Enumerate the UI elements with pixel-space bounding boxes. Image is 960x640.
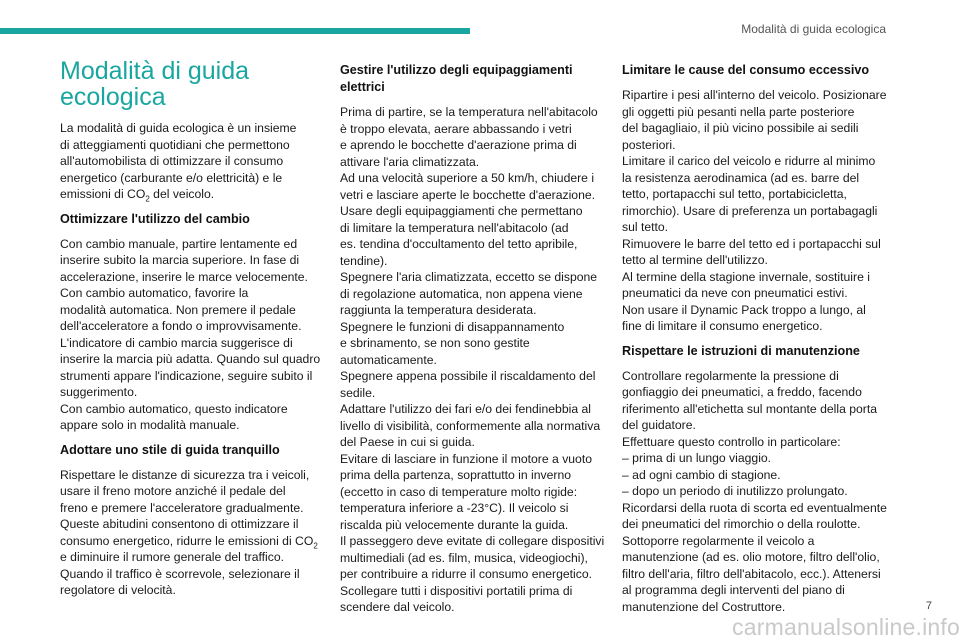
text-line: freno e premere l'acceleratore gradualmente. xyxy=(60,500,304,515)
text-line: Prima di partire, se la temperatura nell'abitacolo xyxy=(340,105,598,119)
list-item: – prima di un lungo viaggio. xyxy=(622,450,894,467)
section-heading-maintenance: Rispettare le istruzioni di manutenzione xyxy=(622,343,860,358)
text-line: all'automobilista di ottimizzare il consumo xyxy=(60,154,284,168)
text-line: dell'acceleratore a fondo o improvvisamente. xyxy=(60,319,302,333)
text-line: tetto, portapacchi sul tetto, portabicicletta, xyxy=(622,187,847,201)
text-line: energetico (carburante e/o elettricità) e le xyxy=(60,170,283,185)
column-2 xyxy=(340,62,606,624)
text-line: Spegnere appena possibile il riscaldamento del xyxy=(340,369,596,383)
text-line: inserire subito la marcia superiore. In fase di xyxy=(60,253,300,267)
text-line: manutenzione (ad es. olio motore, filtro dell'olio, xyxy=(622,550,880,564)
text-line: (eccetto in caso di temperature molto rigide: xyxy=(340,484,578,499)
text-line: pneumatici da neve con pneumatici estivi. xyxy=(622,286,848,300)
text-line: Quando il traffico è scorrevole, selezionare il xyxy=(60,566,300,581)
section-heading-driving-style: Adottare uno stile di guida tranquillo xyxy=(60,442,280,457)
section-heading-electrical-equipment: Gestire l'utilizzo degli equipaggiamenti elettrici xyxy=(340,63,573,94)
text-line: emissioni di $CO_2$ del veicolo. xyxy=(60,187,215,204)
driving-style-paragraph xyxy=(60,467,322,599)
text-line: tetto al termine dell'utilizzo. xyxy=(622,253,768,267)
text-line: dei pneumatici del rimorchio o della roulotte. xyxy=(622,517,861,531)
section-heading-excess-consumption: Limitare le cause del consumo eccessivo xyxy=(622,63,870,77)
text-line: Rimuovere le barre del tetto ed i portapacchi sul xyxy=(622,236,881,251)
text-line: rimorchio). Usare di preferenza un portabagagli xyxy=(622,203,878,218)
text-line: Rispettare le distanze di sicurezza tra i veicoli, xyxy=(60,467,310,482)
text-line: Con cambio manuale, partire lentamente ed xyxy=(60,236,298,251)
text-line: e aprendo le bocchette d'aerazione prima di xyxy=(340,138,577,152)
text-line: la resistenza aerodinamica (ad es. barre del xyxy=(622,170,860,185)
running-header: Modalità di guida ecologica xyxy=(741,22,886,36)
text-line: tendine). xyxy=(340,253,388,268)
text-line: è troppo elevata, aerare abbassando i vetri xyxy=(340,121,572,136)
text-line: modalità automatica. Non premere il pedale xyxy=(60,302,296,317)
text-line: consumo energetico, ridurre le emissioni di $CO_2$ xyxy=(60,533,318,550)
text-line: riferimento all'etichetta sul montante della porta xyxy=(622,401,878,416)
text-line: fine di limitare il consumo energetico. xyxy=(622,319,823,333)
text-line: Con cambio automatico, questo indicatore xyxy=(60,401,288,416)
list-item: – dopo un periodo di inutilizzo prolungato. xyxy=(622,483,894,500)
page-number: 7 xyxy=(925,600,932,612)
column-1 xyxy=(60,58,322,607)
maintenance-paragraph xyxy=(622,368,894,616)
text-line: al programma degli interventi del piano di xyxy=(622,583,845,597)
text-line: suggerimento. xyxy=(60,385,138,399)
text-line: attivare l'aria climatizzata. xyxy=(340,154,480,169)
gearbox-paragraph xyxy=(60,236,322,434)
text-line: manutenzione del Costruttore. xyxy=(622,599,786,614)
intro-paragraph xyxy=(60,120,322,203)
text-line: appare solo in modalità manuale. xyxy=(60,418,240,432)
text-line: del guidatore. xyxy=(622,418,696,432)
text-line: es. tendina d'occultamento del tetto apribile, xyxy=(340,237,578,251)
text-line: La modalità di guida ecologica è un insieme xyxy=(60,121,297,135)
text-line: di regolazione automatica, non appena viene xyxy=(340,286,583,301)
text-line: Non usare il Dynamic Pack troppo a lungo, al xyxy=(622,302,866,317)
excess-consumption-paragraph xyxy=(622,87,894,335)
text-line: Evitare di lasciare in funzione il motore a vuoto xyxy=(340,451,593,466)
text-line: inserire la marcia più adatta. Quando sul quadro xyxy=(60,352,321,366)
text-line: Spegnere l'aria climatizzata, eccetto se dispone xyxy=(340,270,598,284)
text-line: posteriori. xyxy=(622,137,676,152)
text-line: Ricordarsi della ruota di scorta ed eventualmente xyxy=(622,500,887,515)
maintenance-checklist xyxy=(622,450,894,500)
text-line: e diminuire il rumore generale del traffico. xyxy=(60,550,284,564)
text-line: e sbrinamento, se non sono gestite xyxy=(340,336,530,350)
text-line: Ripartire i pesi all'interno del veicolo. Posizionare xyxy=(622,88,887,102)
text-line: Al termine della stagione invernale, sostituire i xyxy=(622,269,870,284)
text-line: temperatura inferiore a -23°C). Il veicolo si xyxy=(340,501,569,515)
text-line: Scollegare tutti i dispositivi portatili prima di xyxy=(340,583,573,598)
text-line: Usare degli equipaggiamenti che permettano xyxy=(340,204,583,218)
text-line: di limitare la temperatura nell'abitacolo (ad xyxy=(340,220,569,235)
text-line: multimediali (ad es. film, musica, videogiochi), xyxy=(340,550,588,565)
text-line: L'indicatore di cambio marcia suggerisce di xyxy=(60,335,293,350)
text-line: raggiunta la temperatura desiderata. xyxy=(340,303,537,317)
list-item: – ad ogni cambio di stagione. xyxy=(622,467,894,484)
text-line: strumenti appare l'indicazione, seguire subito il xyxy=(60,368,313,383)
text-line: scendere dal veicolo. xyxy=(340,600,455,614)
text-line: per contribuire a ridurre il consumo energetico. xyxy=(340,567,592,581)
text-line: Spegnere le funzioni di disappannamento xyxy=(340,319,565,334)
text-line: vetri e lasciare aperte le bocchette d'aerazione. xyxy=(340,187,596,202)
text-line: Limitare il carico del veicolo e ridurre al minimo xyxy=(622,154,876,168)
section-heading-gearbox: Ottimizzare l'utilizzo del cambio xyxy=(60,211,250,226)
text-line: di atteggiamenti quotidiani che permettono xyxy=(60,137,290,152)
text-line: Controllare regolarmente la pressione di xyxy=(622,368,839,383)
text-line: accelerazione, inserire le marce velocemente. xyxy=(60,269,308,284)
text-line: prima della partenza, soprattutto in inverno xyxy=(340,468,572,482)
text-line: Con cambio automatico, favorire la xyxy=(60,286,249,300)
text-line: sedile. xyxy=(340,385,376,400)
text-line: Effettuare questo controllo in particolare: xyxy=(622,434,841,449)
text-line: sul tetto. xyxy=(622,220,669,234)
text-line: automaticamente. xyxy=(340,352,437,367)
text-line: usare il freno motore anziché il pedale del xyxy=(60,484,286,498)
header-accent-bar xyxy=(0,28,470,34)
text-line: del Paese in cui si guida. xyxy=(340,435,475,449)
watermark: carmanualsonline.info xyxy=(732,614,960,640)
text-line: livello di visibilità, conformemente alla normativa xyxy=(340,418,601,433)
text-line: del bagagliaio, il più vicino possibile ai sedili xyxy=(622,121,859,135)
text-line: Ad una velocità superiore a 50 km/h, chiudere i xyxy=(340,171,595,185)
text-line: Il passeggero deve evitate di collegare dispositivi xyxy=(340,534,605,548)
text-line: gonfiaggio dei pneumatici, a freddo, facendo xyxy=(622,385,862,399)
text-line: Queste abitudini consentono di ottimizzare il xyxy=(60,517,299,531)
page-title: Modalità di guida ecologica xyxy=(60,57,250,111)
text-line: Sottoporre regolarmente il veicolo a xyxy=(622,533,815,548)
text-line: gli oggetti più pesanti nella parte posteriore xyxy=(622,104,855,119)
text-line: regolatore di velocità. xyxy=(60,583,176,597)
text-line: Adattare l'utilizzo dei fari e/o dei fendinebbia al xyxy=(340,402,591,416)
text-line: riscalda più velocemente durante la guida. xyxy=(340,517,569,532)
text-line: filtro dell'aria, filtro dell'abitacolo, ecc.). Attenersi xyxy=(622,566,881,581)
column-3 xyxy=(622,62,894,623)
electrical-equipment-paragraph xyxy=(340,104,606,616)
